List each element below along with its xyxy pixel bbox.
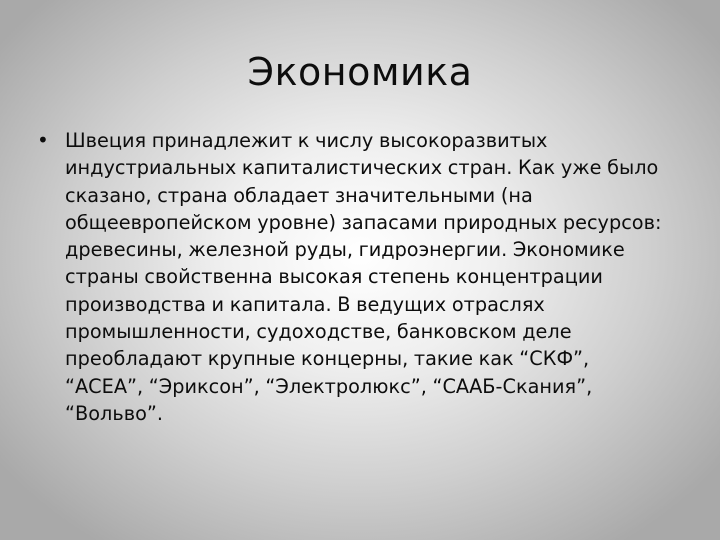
bullet-item bbox=[36, 127, 676, 427]
bullet-text: Швеция принадлежит к числу высокоразвитых индустриальных капиталистических стран. Как уже было сказано, страна обладает значительными (на общеевропейском уровне) запасами природных ресурсов: древесины, железной руды, гидроэнергии. Экономике страны свойственна высокая степень концентрации производства и капитала. В ведущих отраслях промышленности, судоходстве, банковском деле преобладают крупные концерны, такие как “СКФ”, “АСЕА”, “Эриксон”, “Электролюкс”, “СААБ-Скания”, “Вольво”. bbox=[65, 129, 662, 425]
slide-title: Экономика bbox=[247, 50, 473, 94]
bullet-icon: • bbox=[37, 128, 49, 152]
